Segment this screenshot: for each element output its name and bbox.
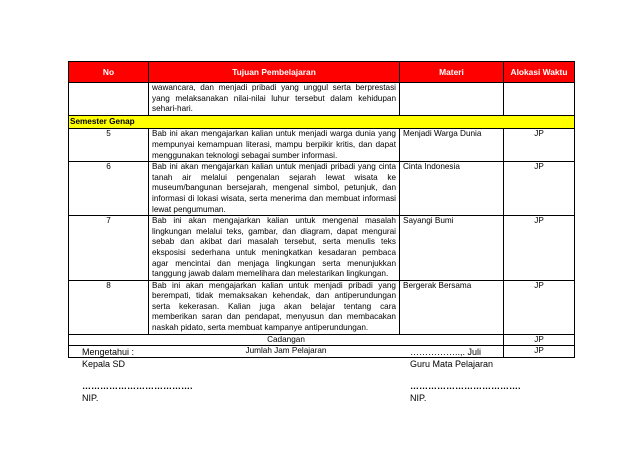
cell-alokasi <box>504 83 575 116</box>
cell-materi: Sayangi Bumi <box>400 216 504 281</box>
cell-alokasi: JP <box>504 280 575 334</box>
signature-left <box>82 346 193 404</box>
header-alokasi: Alokasi Waktu <box>504 62 575 83</box>
cadangan-label: Cadangan <box>69 334 504 346</box>
lesson-plan-table <box>68 61 575 358</box>
cell-tujuan: Bab ini akan mengajarkan kalian untuk mengenal masalah lingkungan melalui teks, gambar, dan diagram, dapat mengurai sebab dan akibat dari masalah tersebut, serta menulis teks eksposisi sederhana untuk meningkatkan kesadaran pembaca agar mencintai dan menjaga lingkungan serta menunjukkan tanggung jawab dalam memelihara dan melestarikan lingkungan. <box>149 216 400 281</box>
signature-line-left: ………………………………. <box>82 381 193 391</box>
cell-materi <box>400 83 504 116</box>
cell-no: 6 <box>69 162 149 216</box>
nip-right: NIP. <box>410 393 427 403</box>
guru-role: Guru Mata Pelajaran <box>410 359 494 369</box>
date-label: ……………..,. Juli <box>410 347 482 357</box>
semester-label: Semester Genap <box>69 115 575 129</box>
signature-right <box>410 346 521 404</box>
jumlah-label: Jumlah Jam Pelajaran <box>69 346 504 358</box>
cell-no: 8 <box>69 280 149 334</box>
cell-materi: Menjadi Warga Dunia <box>400 129 504 162</box>
cell-tujuan: Bab ini akan mengajarkan kalian untuk menjadi warga dunia yang mempunyai kemampuan literasi, mampu berpikir kritis, dan dapat menggunakan teknologi sebagai sumber informasi. <box>149 129 400 162</box>
cell-no: 7 <box>69 216 149 281</box>
cell-alokasi: JP <box>504 129 575 162</box>
jumlah-value: JP <box>504 346 575 358</box>
table-row-continuation <box>69 83 575 116</box>
cadangan-row <box>69 334 575 346</box>
table-row <box>69 216 575 281</box>
cell-materi: Bergerak Bersama <box>400 280 504 334</box>
cell-alokasi: JP <box>504 162 575 216</box>
semester-row <box>69 115 575 129</box>
header-no: No <box>69 62 149 83</box>
table-header-row <box>69 62 575 83</box>
cell-no: 5 <box>69 129 149 162</box>
cell-tujuan: Bab ini akan mengajarkan kalian untuk menjadi pribadi yang cinta tanah air melalui pengenalan sejarah lewat wisata ke museum/bangunan bersejarah, mengenal simbol, petunjuk, dan informasi di lokasi wisata, serta menerima dan membuat informasi lewat pengumuman. <box>149 162 400 216</box>
cell-tujuan: wawancara, dan menjadi pribadi yang unggul serta berprestasi yang melaksanakan nilai-nilai luhur tersebut dalam kehidupan sehari-hari. <box>149 83 400 116</box>
table-row <box>69 280 575 334</box>
signature-line-right: ………………………………. <box>410 381 521 391</box>
mengetahui-label: Mengetahui : <box>82 347 135 357</box>
cell-tujuan: Bab ini akan mengajarkan kalian untuk menjadi pribadi yang berempati, tidak memaksakan kehendak, dan antiperundungan serta kekerasan. Kalian juga akan belajar tentang cara memberikan saran dan pendapat, menyusun dan membacakan naskah pidato, serta membuat kampanye antiperundungan. <box>149 280 400 334</box>
cadangan-value: JP <box>504 334 575 346</box>
nip-left: NIP. <box>82 393 99 403</box>
header-tujuan: Tujuan Pembelajaran <box>149 62 400 83</box>
table-row <box>69 129 575 162</box>
table-row <box>69 162 575 216</box>
header-materi: Materi <box>400 62 504 83</box>
cell-alokasi: JP <box>504 216 575 281</box>
cell-no <box>69 83 149 116</box>
cell-materi: Cinta Indonesia <box>400 162 504 216</box>
kepala-role: Kepala SD <box>82 359 126 369</box>
